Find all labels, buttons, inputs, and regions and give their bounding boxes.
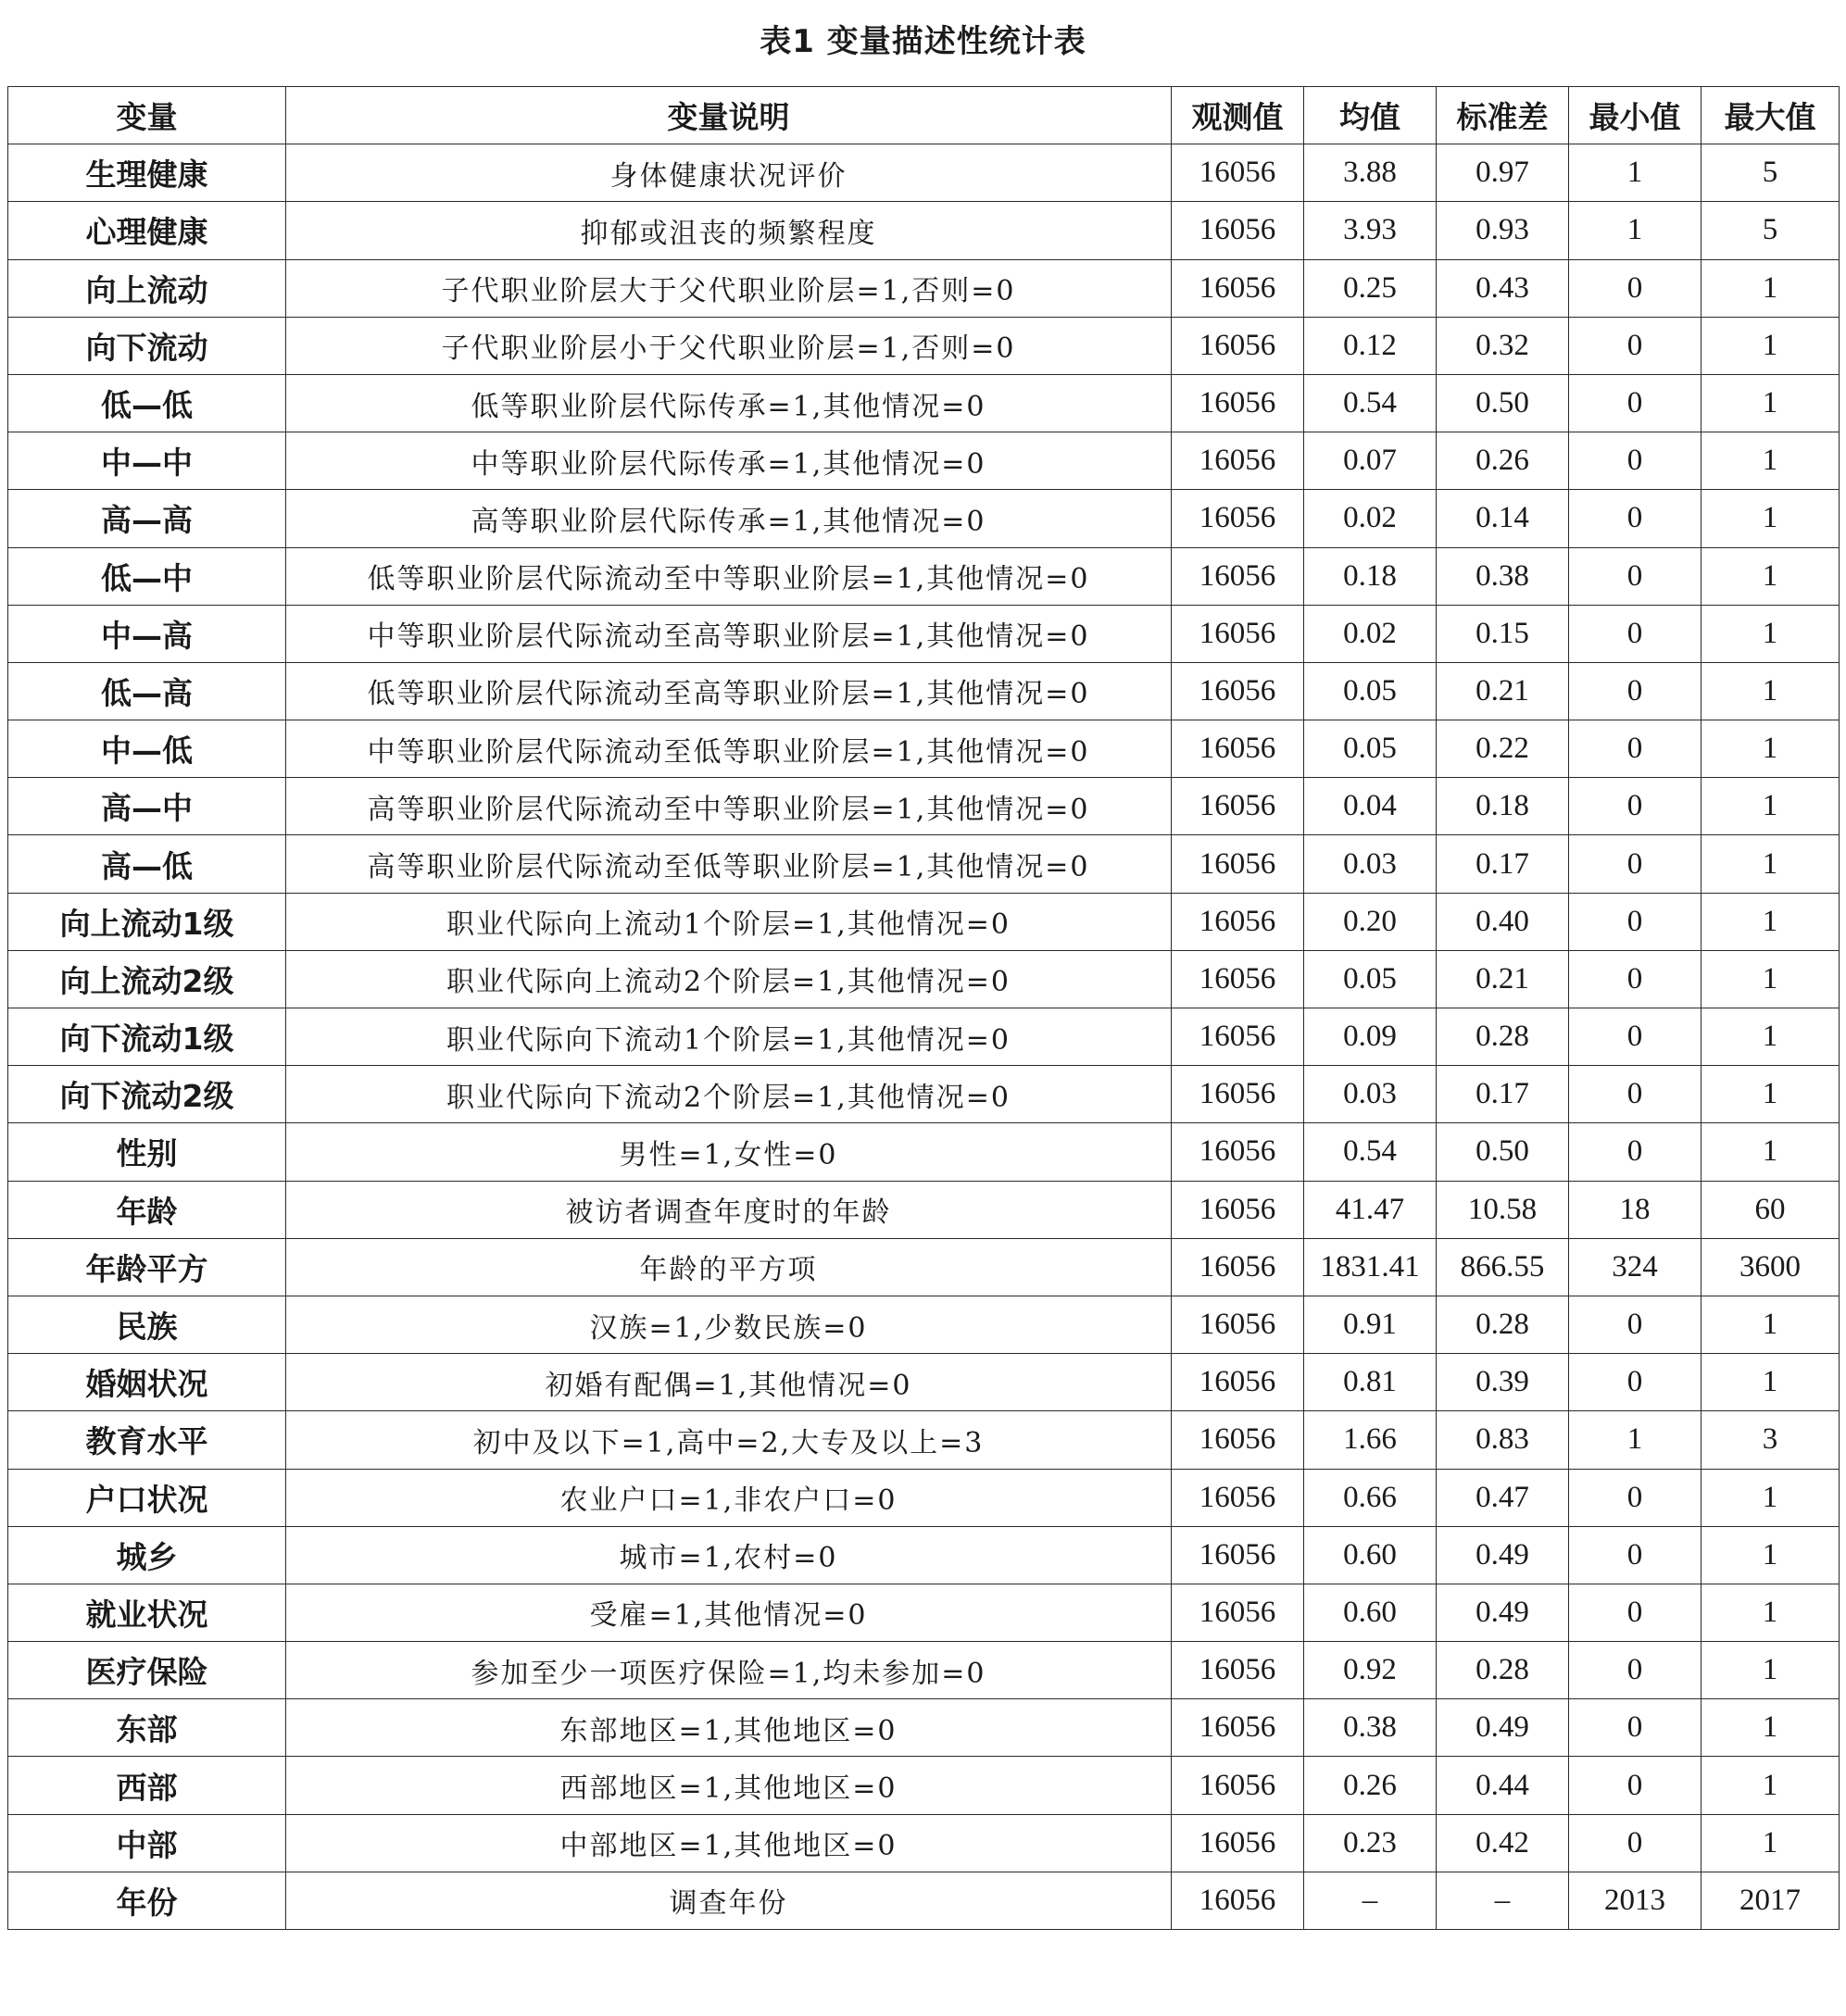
observations-cell: 16056 (1172, 605, 1304, 662)
max-cell: 1 (1702, 1584, 1840, 1641)
mean-cell: 0.54 (1304, 1123, 1437, 1181)
observations-cell: 16056 (1172, 1238, 1304, 1296)
variable-cell: 向下流动 (8, 317, 286, 374)
observations-cell: 16056 (1172, 1296, 1304, 1353)
std-dev-cell: 0.18 (1437, 778, 1569, 835)
description-cell: 西部地区=1,其他地区=0 (286, 1757, 1172, 1814)
observations-cell: 16056 (1172, 1584, 1304, 1641)
max-cell: 1 (1702, 605, 1840, 662)
std-dev-cell: 0.28 (1437, 1296, 1569, 1353)
observations-cell: 16056 (1172, 1642, 1304, 1699)
variable-cell: 年份 (8, 1872, 286, 1929)
std-dev-cell: 866.55 (1437, 1238, 1569, 1296)
std-dev-cell: 0.93 (1437, 202, 1569, 259)
std-dev-cell: 0.17 (1437, 835, 1569, 893)
column-header-description: 变量说明 (286, 87, 1172, 144)
column-header-observations: 观测值 (1172, 87, 1304, 144)
min-cell: 0 (1569, 374, 1702, 432)
mean-cell: 0.18 (1304, 547, 1437, 605)
max-cell: 1 (1702, 662, 1840, 720)
description-cell: 职业代际向下流动2个阶层=1,其他情况=0 (286, 1066, 1172, 1123)
mean-cell: 0.38 (1304, 1699, 1437, 1757)
description-cell: 低等职业阶层代际流动至中等职业阶层=1,其他情况=0 (286, 547, 1172, 605)
min-cell: 1 (1569, 202, 1702, 259)
observations-cell: 16056 (1172, 374, 1304, 432)
table-row (8, 1411, 1840, 1469)
mean-cell: 0.81 (1304, 1354, 1437, 1411)
std-dev-cell: 0.21 (1437, 950, 1569, 1008)
table-row (8, 893, 1840, 950)
min-cell: 0 (1569, 1123, 1702, 1181)
variable-cell: 高—中 (8, 778, 286, 835)
max-cell: 2017 (1702, 1872, 1840, 1929)
variable-cell: 低—中 (8, 547, 286, 605)
mean-cell: 0.09 (1304, 1008, 1437, 1066)
min-cell: 0 (1569, 1469, 1702, 1526)
mean-cell: 0.54 (1304, 374, 1437, 432)
description-cell: 子代职业阶层大于父代职业阶层=1,否则=0 (286, 259, 1172, 317)
std-dev-cell: 0.21 (1437, 662, 1569, 720)
observations-cell: 16056 (1172, 1354, 1304, 1411)
mean-cell: 0.05 (1304, 720, 1437, 778)
observations-cell: 16056 (1172, 950, 1304, 1008)
mean-cell: 0.03 (1304, 835, 1437, 893)
column-header-std-dev: 标准差 (1437, 87, 1569, 144)
variable-cell: 户口状况 (8, 1469, 286, 1526)
table-row (8, 720, 1840, 778)
max-cell: 1 (1702, 547, 1840, 605)
table-row (8, 317, 1840, 374)
observations-cell: 16056 (1172, 1411, 1304, 1469)
variable-cell: 向上流动 (8, 259, 286, 317)
header-row (8, 87, 1840, 144)
table-row (8, 374, 1840, 432)
column-header-min: 最小值 (1569, 87, 1702, 144)
mean-cell: 0.05 (1304, 950, 1437, 1008)
description-cell: 职业代际向上流动2个阶层=1,其他情况=0 (286, 950, 1172, 1008)
table-row (8, 1296, 1840, 1353)
observations-cell: 16056 (1172, 1123, 1304, 1181)
min-cell: 0 (1569, 778, 1702, 835)
variable-cell: 低—高 (8, 662, 286, 720)
description-cell: 调查年份 (286, 1872, 1172, 1929)
mean-cell: 1.66 (1304, 1411, 1437, 1469)
description-cell: 东部地区=1,其他地区=0 (286, 1699, 1172, 1757)
std-dev-cell: 0.39 (1437, 1354, 1569, 1411)
max-cell: 1 (1702, 374, 1840, 432)
mean-cell: 0.04 (1304, 778, 1437, 835)
min-cell: 1 (1569, 1411, 1702, 1469)
observations-cell: 16056 (1172, 547, 1304, 605)
min-cell: 0 (1569, 1526, 1702, 1584)
mean-cell: 0.12 (1304, 317, 1437, 374)
table-body (8, 144, 1840, 1930)
mean-cell: – (1304, 1872, 1437, 1929)
table-row (8, 259, 1840, 317)
std-dev-cell: 0.40 (1437, 893, 1569, 950)
max-cell: 1 (1702, 1469, 1840, 1526)
max-cell: 1 (1702, 317, 1840, 374)
std-dev-cell: 0.32 (1437, 317, 1569, 374)
description-cell: 抑郁或沮丧的频繁程度 (286, 202, 1172, 259)
table-row (8, 432, 1840, 490)
max-cell: 1 (1702, 1642, 1840, 1699)
mean-cell: 0.25 (1304, 259, 1437, 317)
mean-cell: 0.02 (1304, 605, 1437, 662)
min-cell: 0 (1569, 835, 1702, 893)
min-cell: 0 (1569, 317, 1702, 374)
description-cell: 初中及以下=1,高中=2,大专及以上=3 (286, 1411, 1172, 1469)
std-dev-cell: 0.42 (1437, 1814, 1569, 1872)
min-cell: 0 (1569, 1296, 1702, 1353)
std-dev-cell: 0.15 (1437, 605, 1569, 662)
std-dev-cell: 0.97 (1437, 144, 1569, 202)
std-dev-cell: 0.22 (1437, 720, 1569, 778)
table-row (8, 1008, 1840, 1066)
mean-cell: 0.66 (1304, 1469, 1437, 1526)
mean-cell: 0.26 (1304, 1757, 1437, 1814)
max-cell: 5 (1702, 202, 1840, 259)
observations-cell: 16056 (1172, 893, 1304, 950)
descriptive-statistics-table (7, 86, 1840, 1930)
variable-cell: 向上流动2级 (8, 950, 286, 1008)
observations-cell: 16056 (1172, 202, 1304, 259)
max-cell: 1 (1702, 778, 1840, 835)
observations-cell: 16056 (1172, 1008, 1304, 1066)
mean-cell: 0.92 (1304, 1642, 1437, 1699)
description-cell: 高等职业阶层代际流动至低等职业阶层=1,其他情况=0 (286, 835, 1172, 893)
max-cell: 1 (1702, 1526, 1840, 1584)
description-cell: 中部地区=1,其他地区=0 (286, 1814, 1172, 1872)
description-cell: 身体健康状况评价 (286, 144, 1172, 202)
mean-cell: 0.03 (1304, 1066, 1437, 1123)
variable-cell: 西部 (8, 1757, 286, 1814)
description-cell: 子代职业阶层小于父代职业阶层=1,否则=0 (286, 317, 1172, 374)
max-cell: 1 (1702, 1757, 1840, 1814)
min-cell: 0 (1569, 950, 1702, 1008)
observations-cell: 16056 (1172, 778, 1304, 835)
mean-cell: 0.60 (1304, 1526, 1437, 1584)
variable-cell: 民族 (8, 1296, 286, 1353)
mean-cell: 41.47 (1304, 1181, 1437, 1238)
variable-cell: 就业状况 (8, 1584, 286, 1641)
min-cell: 0 (1569, 259, 1702, 317)
table-row (8, 1238, 1840, 1296)
variable-cell: 年龄平方 (8, 1238, 286, 1296)
observations-cell: 16056 (1172, 1181, 1304, 1238)
observations-cell: 16056 (1172, 490, 1304, 547)
std-dev-cell: 0.43 (1437, 259, 1569, 317)
std-dev-cell: 0.26 (1437, 432, 1569, 490)
mean-cell: 0.60 (1304, 1584, 1437, 1641)
variable-cell: 向下流动2级 (8, 1066, 286, 1123)
mean-cell: 1831.41 (1304, 1238, 1437, 1296)
variable-cell: 婚姻状况 (8, 1354, 286, 1411)
std-dev-cell: 0.50 (1437, 1123, 1569, 1181)
mean-cell: 0.02 (1304, 490, 1437, 547)
std-dev-cell: 0.14 (1437, 490, 1569, 547)
description-cell: 中等职业阶层代际流动至高等职业阶层=1,其他情况=0 (286, 605, 1172, 662)
observations-cell: 16056 (1172, 1469, 1304, 1526)
variable-cell: 城乡 (8, 1526, 286, 1584)
description-cell: 初婚有配偶=1,其他情况=0 (286, 1354, 1172, 1411)
max-cell: 3600 (1702, 1238, 1840, 1296)
min-cell: 2013 (1569, 1872, 1702, 1929)
column-header-variable: 变量 (8, 87, 286, 144)
max-cell: 1 (1702, 432, 1840, 490)
std-dev-cell: 0.49 (1437, 1584, 1569, 1641)
max-cell: 1 (1702, 720, 1840, 778)
variable-cell: 中部 (8, 1814, 286, 1872)
description-cell: 低等职业阶层代际传承=1,其他情况=0 (286, 374, 1172, 432)
std-dev-cell: 0.49 (1437, 1526, 1569, 1584)
description-cell: 年龄的平方项 (286, 1238, 1172, 1296)
description-cell: 农业户口=1,非农户口=0 (286, 1469, 1172, 1526)
description-cell: 参加至少一项医疗保险=1,均未参加=0 (286, 1642, 1172, 1699)
min-cell: 0 (1569, 432, 1702, 490)
variable-cell: 中—高 (8, 605, 286, 662)
table-row (8, 662, 1840, 720)
mean-cell: 0.23 (1304, 1814, 1437, 1872)
max-cell: 1 (1702, 1008, 1840, 1066)
min-cell: 0 (1569, 490, 1702, 547)
min-cell: 0 (1569, 1354, 1702, 1411)
variable-cell: 高—低 (8, 835, 286, 893)
description-cell: 高等职业阶层代际传承=1,其他情况=0 (286, 490, 1172, 547)
table-row (8, 1181, 1840, 1238)
max-cell: 1 (1702, 1699, 1840, 1757)
min-cell: 0 (1569, 547, 1702, 605)
table-caption: 表1 变量描述性统计表 (760, 23, 1086, 60)
variable-cell: 年龄 (8, 1181, 286, 1238)
column-header-mean: 均值 (1304, 87, 1437, 144)
max-cell: 1 (1702, 835, 1840, 893)
variable-cell: 向上流动1级 (8, 893, 286, 950)
description-cell: 中等职业阶层代际传承=1,其他情况=0 (286, 432, 1172, 490)
table-row (8, 1526, 1840, 1584)
std-dev-cell: 0.38 (1437, 547, 1569, 605)
table-row (8, 1872, 1840, 1929)
mean-cell: 0.07 (1304, 432, 1437, 490)
variable-cell: 性别 (8, 1123, 286, 1181)
table-row (8, 1469, 1840, 1526)
observations-cell: 16056 (1172, 432, 1304, 490)
max-cell: 1 (1702, 1066, 1840, 1123)
table-row (8, 1066, 1840, 1123)
observations-cell: 16056 (1172, 1066, 1304, 1123)
std-dev-cell: 0.17 (1437, 1066, 1569, 1123)
min-cell: 0 (1569, 720, 1702, 778)
max-cell: 1 (1702, 950, 1840, 1008)
min-cell: 324 (1569, 1238, 1702, 1296)
min-cell: 0 (1569, 1642, 1702, 1699)
min-cell: 0 (1569, 1814, 1702, 1872)
table-row (8, 1814, 1840, 1872)
std-dev-cell: 0.50 (1437, 374, 1569, 432)
observations-cell: 16056 (1172, 144, 1304, 202)
table-row (8, 835, 1840, 893)
variable-cell: 中—低 (8, 720, 286, 778)
max-cell: 1 (1702, 1814, 1840, 1872)
std-dev-cell: 0.28 (1437, 1642, 1569, 1699)
description-cell: 被访者调查年度时的年龄 (286, 1181, 1172, 1238)
description-cell: 中等职业阶层代际流动至低等职业阶层=1,其他情况=0 (286, 720, 1172, 778)
variable-cell: 低—低 (8, 374, 286, 432)
variable-cell: 东部 (8, 1699, 286, 1757)
min-cell: 0 (1569, 1699, 1702, 1757)
max-cell: 60 (1702, 1181, 1840, 1238)
min-cell: 0 (1569, 1066, 1702, 1123)
mean-cell: 0.91 (1304, 1296, 1437, 1353)
observations-cell: 16056 (1172, 1757, 1304, 1814)
std-dev-cell: 0.83 (1437, 1411, 1569, 1469)
max-cell: 1 (1702, 259, 1840, 317)
description-cell: 汉族=1,少数民族=0 (286, 1296, 1172, 1353)
min-cell: 0 (1569, 1757, 1702, 1814)
description-cell: 城市=1,农村=0 (286, 1526, 1172, 1584)
observations-cell: 16056 (1172, 1699, 1304, 1757)
min-cell: 0 (1569, 893, 1702, 950)
observations-cell: 16056 (1172, 720, 1304, 778)
mean-cell: 0.05 (1304, 662, 1437, 720)
std-dev-cell: 0.44 (1437, 1757, 1569, 1814)
table-row (8, 547, 1840, 605)
std-dev-cell: 0.28 (1437, 1008, 1569, 1066)
observations-cell: 16056 (1172, 317, 1304, 374)
max-cell: 1 (1702, 893, 1840, 950)
variable-cell: 中—中 (8, 432, 286, 490)
table-row (8, 144, 1840, 202)
min-cell: 0 (1569, 1008, 1702, 1066)
min-cell: 0 (1569, 662, 1702, 720)
mean-cell: 0.20 (1304, 893, 1437, 950)
table-row (8, 490, 1840, 547)
min-cell: 1 (1569, 144, 1702, 202)
column-header-max: 最大值 (1702, 87, 1840, 144)
observations-cell: 16056 (1172, 835, 1304, 893)
table-row (8, 1354, 1840, 1411)
description-cell: 职业代际向上流动1个阶层=1,其他情况=0 (286, 893, 1172, 950)
std-dev-cell: 0.49 (1437, 1699, 1569, 1757)
table-row (8, 1584, 1840, 1641)
std-dev-cell: 10.58 (1437, 1181, 1569, 1238)
max-cell: 5 (1702, 144, 1840, 202)
description-cell: 职业代际向下流动1个阶层=1,其他情况=0 (286, 1008, 1172, 1066)
observations-cell: 16056 (1172, 662, 1304, 720)
min-cell: 0 (1569, 605, 1702, 662)
table-row (8, 1642, 1840, 1699)
observations-cell: 16056 (1172, 259, 1304, 317)
variable-cell: 教育水平 (8, 1411, 286, 1469)
variable-cell: 医疗保险 (8, 1642, 286, 1699)
description-cell: 低等职业阶层代际流动至高等职业阶层=1,其他情况=0 (286, 662, 1172, 720)
variable-cell: 高—高 (8, 490, 286, 547)
table-row (8, 778, 1840, 835)
std-dev-cell: 0.47 (1437, 1469, 1569, 1526)
observations-cell: 16056 (1172, 1526, 1304, 1584)
variable-cell: 向下流动1级 (8, 1008, 286, 1066)
std-dev-cell: – (1437, 1872, 1569, 1929)
max-cell: 1 (1702, 1123, 1840, 1181)
mean-cell: 3.93 (1304, 202, 1437, 259)
max-cell: 1 (1702, 490, 1840, 547)
variable-cell: 心理健康 (8, 202, 286, 259)
max-cell: 3 (1702, 1411, 1840, 1469)
observations-cell: 16056 (1172, 1814, 1304, 1872)
table-row (8, 950, 1840, 1008)
min-cell: 18 (1569, 1181, 1702, 1238)
min-cell: 0 (1569, 1584, 1702, 1641)
mean-cell: 3.88 (1304, 144, 1437, 202)
description-cell: 受雇=1,其他情况=0 (286, 1584, 1172, 1641)
table-row (8, 605, 1840, 662)
max-cell: 1 (1702, 1354, 1840, 1411)
table-row (8, 1757, 1840, 1814)
description-cell: 男性=1,女性=0 (286, 1123, 1172, 1181)
table-row (8, 202, 1840, 259)
max-cell: 1 (1702, 1296, 1840, 1353)
observations-cell: 16056 (1172, 1872, 1304, 1929)
description-cell: 高等职业阶层代际流动至中等职业阶层=1,其他情况=0 (286, 778, 1172, 835)
table-row (8, 1699, 1840, 1757)
table-row (8, 1123, 1840, 1181)
variable-cell: 生理健康 (8, 144, 286, 202)
